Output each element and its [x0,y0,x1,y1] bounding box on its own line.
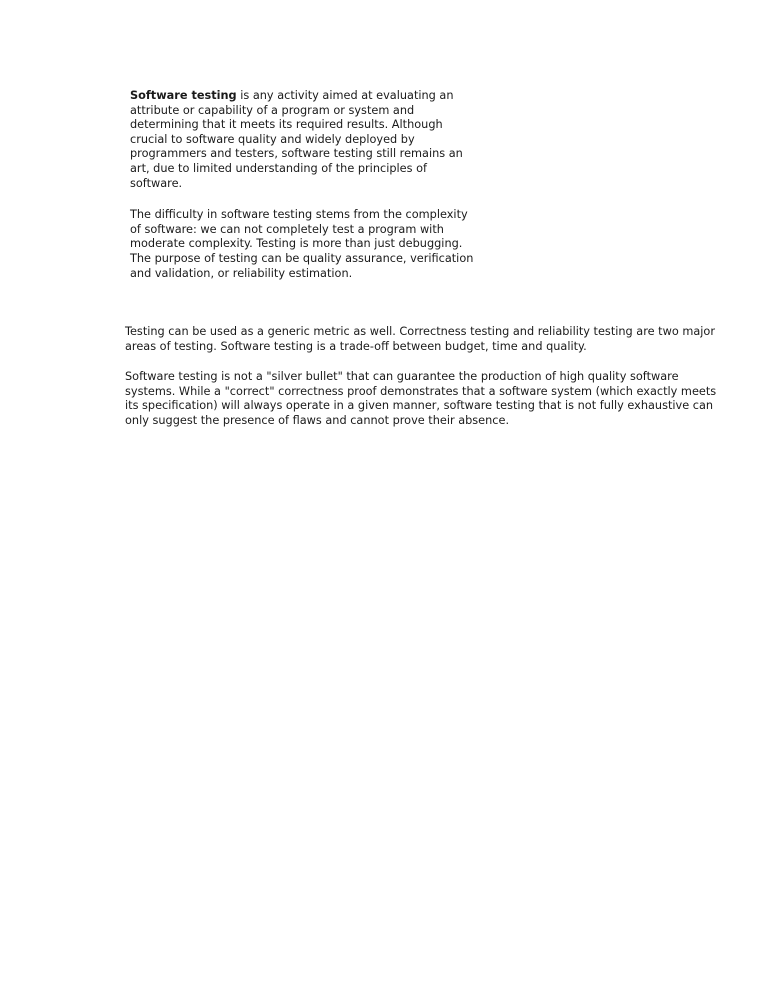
difficulty-paragraph: The difficulty in software testing stems from the complexity of software: we can not completely test a program with moderate complexity. Testing is more than just debugging. The purpose of testing can be quality assurance, verification and validation, or reliability estimation. [130,208,474,280]
metric-paragraph: Testing can be used as a generic metric as well. Correctness testing and reliability testing are two major areas of testing. Software testing is a trade-off between budget, time and quality. [125,325,715,353]
narrow-column-section [130,89,478,281]
silver-bullet-paragraph: Software testing is not a "silver bullet" that can guarantee the production of high quality software systems. While a "correct" correctness proof demonstrates that a software system (which exactly meets its specification) will always operate in a given manner, software testing that is not fully exhaustive can only suggest the presence of flaws and cannot prove their absence. [125,370,717,427]
intro-lead-term: Software testing [130,89,237,102]
intro-paragraph [130,89,478,191]
wide-column-section [125,325,725,429]
intro-paragraph-text: is any activity aimed at evaluating an attribute or capability of a program or system and determining that it meets its required results. Although crucial to software quality and widely deployed by programmers and testers, software testing still remains an art, due to limited understanding of the principles of software. [130,89,463,190]
